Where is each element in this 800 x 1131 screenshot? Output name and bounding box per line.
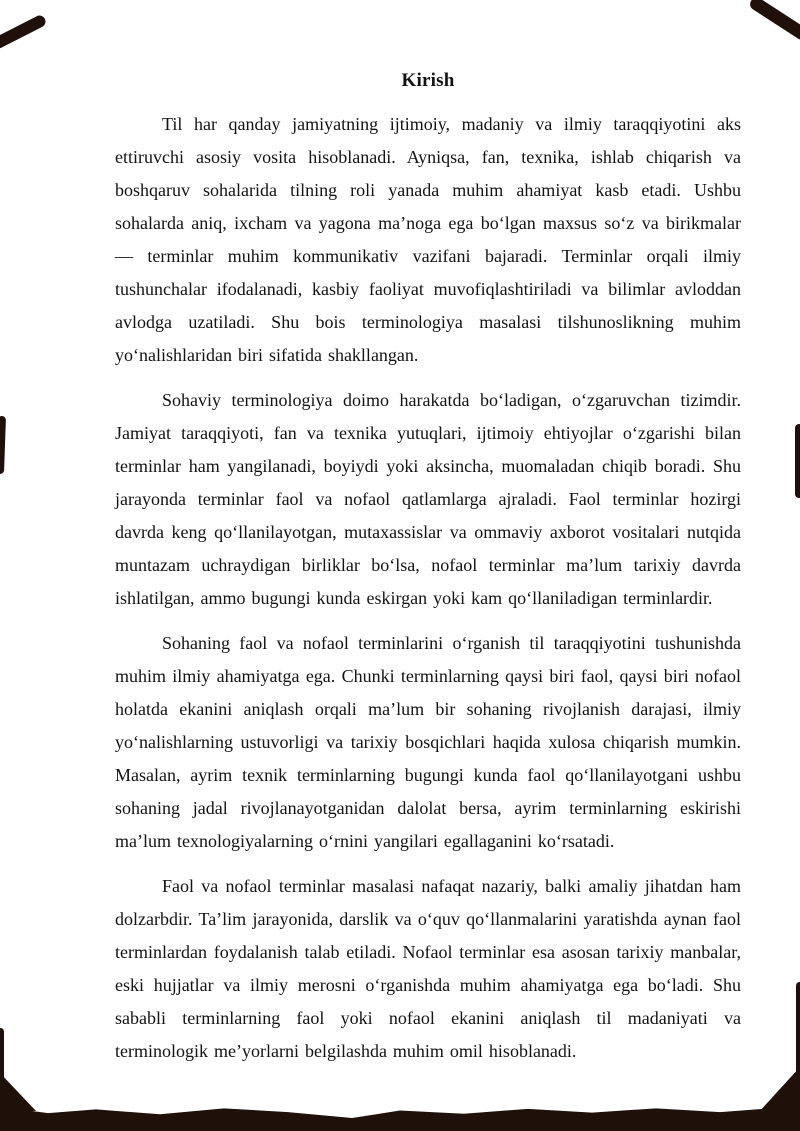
scan-artifact-bottom-right-icon: [758, 1067, 800, 1113]
paragraph-1: Til har qanday jamiyatning ijtimoiy, madaniy va ilmiy taraqqiyotini aks ettiruvchi asosiy vosita hisoblanadi. Ayniqsa, fan, texnika, ishlab chiqarish va boshqaruv sohalarida tilning roli yanada muhim ahamiyat kasb etadi. Ushbu sohalarda aniq, ixcham va yagona ma’noga ega bo‘lgan maxsus so‘z va birikmalar — terminlar muhim kommunikativ vazifani bajaradi. Terminlar orqali ilmiy tushunchalar ifodalanadi, kasbiy faoliyat muvofiqlashtiriladi va bilimlar avloddan avlodga uzatiladi. Shu bois terminologiya masalasi tilshunoslikning muhim yo‘nalishlaridan biri sifatida shakllangan.: [115, 114, 741, 365]
scan-artifact-left-edge-icon: [0, 416, 6, 474]
document-body: [115, 64, 741, 1080]
paragraph-2: Sohaviy terminologiya doimo harakatda bo‘ladigan, o‘zgaruvchan tizimdir. Jamiyat taraqqiyoti, fan va texnika yutuqlari, ijtimoiy ehtiyojlar o‘zgarishi bilan terminlar ham yangilanadi, boyiydi yoki aksincha, muomaladan chiqib boradi. Shu jarayonda terminlar faol va nofaol qatlamlarga ajraladi. Faol terminlar hozirgi davrda keng qo‘llanilayotgan, mutaxassislar va ommaviy axborot vositalari nutqida muntazam uchraydigan birliklar bo‘lsa, nofaol terminlar ma’lum tarixiy davrda ishlatilgan, ammo bugungi kunda eskirgan yoki kam qo‘llaniladigan terminlardir.: [115, 390, 741, 608]
scan-artifact-right-edge-icon: [795, 424, 800, 498]
paragraph-3: Sohaning faol va nofaol terminlarini o‘rganish til taraqqiyotini tushunishda muhim ilmiy ahamiyatga ega. Chunki terminlarning qaysi biri faol, qaysi biri nofaol holatda ekanini aniqlash orqali ma’lum bir sohaning rivojlanish darajasi, ilmiy yo‘nalishlarning ustuvorligi va tarixiy bosqichlari haqida xulosa chiqarish mumkin. Masalan, ayrim texnik terminlarning bugungi kunda faol qo‘llanilayotgani ushbu sohaning jadal rivojlanayotganidan dalolat bersa, ayrim terminlarning eskirishi ma’lum texnologiyalarning o‘rnini yangilari egallaganini ko‘rsatadi.: [115, 633, 741, 851]
page-title: Kirish: [401, 70, 455, 91]
scan-artifact-bottom-bar: [0, 1104, 800, 1131]
paragraph-4: Faol va nofaol terminlar masalasi nafaqat nazariy, balki amaliy jihatdan ham dolzarbdir. Ta’lim jarayonida, darslik va o‘quv qo‘llanmalarini yaratishda aynan faol terminlardan foydalanish talab etiladi. Nofaol terminlar esa asosan tarixiy manbalar, eski hujjatlar va ilmiy merosni o‘rganishda muhim ahamiyatga ega bo‘ladi. Shu sababli terminlarning faol yoki nofaol ekanini aniqlash til madaniyati va terminologik me’yorlarni belgilashda muhim omil hisoblanadi.: [115, 876, 741, 1061]
scan-artifact-bottom-left-icon: [0, 1073, 36, 1111]
scan-artifact-top-left-icon: [0, 13, 48, 50]
scan-artifact-top-right-icon: [748, 0, 800, 42]
